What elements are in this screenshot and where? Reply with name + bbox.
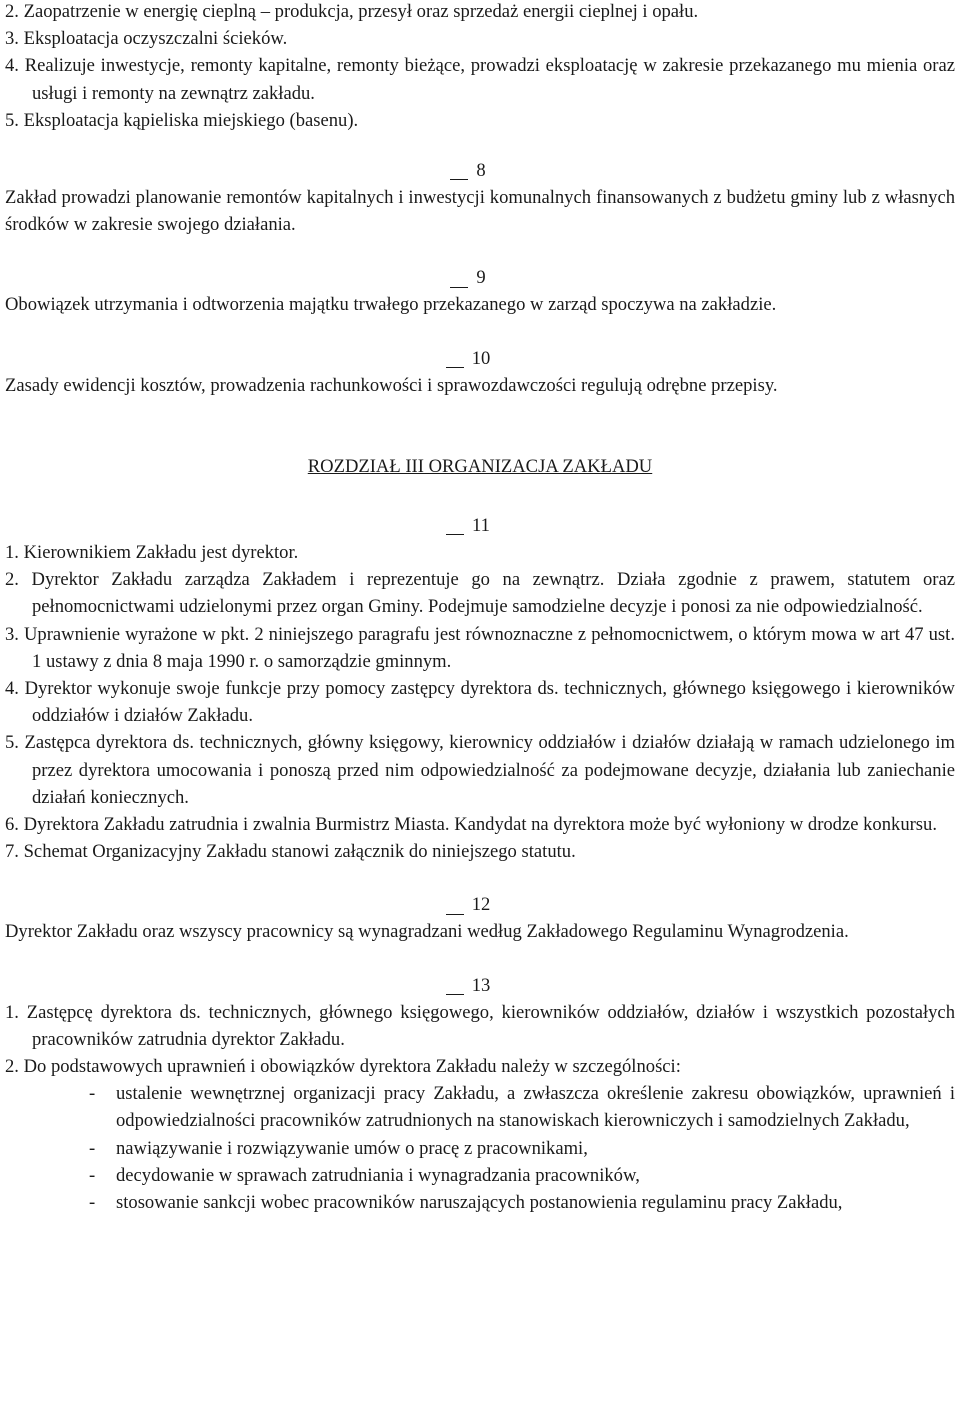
dash-list-item: - ustalenie wewnętrznej organizacji pracy Zakładu, a zwłaszcza określenie zakresu obowiązków, uprawnień i odpowiedzialności pracowników zatrudnionych na stanowiskach kierowniczych i samodzielnych Zakładu, xyxy=(5,1080,955,1134)
list-item: 6. Dyrektora Zakładu zatrudnia i zwalnia Burmistrz Miasta. Kandydat na dyrektora może być wyłoniony w drodze konkursu. xyxy=(5,814,937,836)
section-number xyxy=(5,512,955,539)
list-item: 2. Do podstawowych uprawnień i obowiązków dyrektora Zakładu należy w szczególności: xyxy=(5,1056,681,1078)
dash-bullet: - xyxy=(89,1083,96,1105)
section-number xyxy=(5,972,955,999)
section-number xyxy=(5,264,955,291)
list-item: 4. Realizuje inwestycje, remonty kapitalne, remonty bieżące, prowadzi eksploatację w zakresie przekazanego mu mienia oraz usługi i remonty na zewnątrz zakładu. xyxy=(5,55,955,104)
dash-bullet: - xyxy=(89,1137,96,1159)
dash-bullet: - xyxy=(89,1192,96,1214)
section-sign-icon: 9 xyxy=(474,264,485,291)
section-text: Zakład prowadzi planowanie remontów kapitalnych i inwestycji komunalnych finansowanych z budżetu gminy lub z własnych środków w zakresie swojego działania. xyxy=(5,187,955,236)
top-list xyxy=(5,0,955,134)
section-number xyxy=(5,891,955,918)
section-sign-icon: 10 xyxy=(470,345,491,372)
dash-list-item: - stosowanie sankcji wobec pracowników naruszających postanowienia regulaminu pracy Zakładu, xyxy=(5,1189,955,1216)
section-text: Zasady ewidencji kosztów, prowadzenia rachunkowości i sprawozdawczości regulują odrębne przepisy. xyxy=(5,374,778,396)
section-number xyxy=(5,157,955,184)
section-12 xyxy=(5,891,955,945)
chapter-heading: ROZDZIAŁ III ORGANIZACJA ZAKŁADU xyxy=(307,455,653,477)
list-item: 3. Eksploatacja oczyszczalni ścieków. xyxy=(5,28,288,50)
section-10 xyxy=(5,345,955,399)
section-13 xyxy=(5,972,955,1217)
section-sign-icon: 11 xyxy=(470,512,490,539)
list-item: 4. Dyrektor wykonuje swoje funkcje przy pomocy zastępcy dyrektora ds. technicznych, głównego księgowego i kierowników oddziałów i działów Zakładu. xyxy=(5,678,955,727)
dash-list-item: - nawiązywanie i rozwiązywanie umów o pracę z pracownikami, xyxy=(5,1135,955,1162)
section-text: Obowiązek utrzymania i odtworzenia majątku trwałego przekazanego w zarząd spoczywa na zakładzie. xyxy=(5,294,777,316)
section-8 xyxy=(5,157,955,238)
list-item: 5. Eksploatacja kąpieliska miejskiego (basenu). xyxy=(5,109,359,131)
section-9 xyxy=(5,264,955,318)
list-item: 1. Zastępcę dyrektora ds. technicznych, głównego księgowego, kierowników oddziałów, działów i wszystkich pozostałych pracowników zatrudnia dyrektor Zakładu. xyxy=(5,1001,955,1050)
list-item: 3. Uprawnienie wyrażone w pkt. 2 niniejszego paragrafu jest równoznaczne z pełnomocnictwem, o którym mowa w art 47 ust. 1 ustawy z dnia 8 maja 1990 r. o samorządzie gminnym. xyxy=(5,623,955,672)
list-item: 2. Zaopatrzenie w energię cieplną – produkcja, przesył oraz sprzedaż energii cieplnej i opału. xyxy=(5,1,699,22)
list-item: 5. Zastępca dyrektora ds. technicznych, główny księgowy, kierownicy oddziałów i działów działają w ramach udzielonego im przez dyrektora umocowania i ponoszą przed nim odpowiedzialność za podejmowane decyzje, działania lub zaniechanie działań koniecznych. xyxy=(5,732,955,808)
section-number xyxy=(5,345,955,372)
dash-list-item: - decydowanie w sprawach zatrudniania i wynagradzania pracowników, xyxy=(5,1162,955,1189)
list-item: 7. Schemat Organizacyjny Zakładu stanowi załącznik do niniejszego statutu. xyxy=(5,841,576,863)
section-text: Dyrektor Zakładu oraz wszyscy pracownicy są wynagradzani według Zakładowego Regulaminu Wynagrodzenia. xyxy=(5,921,849,943)
list-item: 2. Dyrektor Zakładu zarządza Zakładem i reprezentuje go na zewnątrz. Działa zgodnie z prawem, statutem oraz pełnomocnictwami udzielonymi przez organ Gminy. Podejmuje samodzielne decyzje i ponosi za nie odpowiedzialność. xyxy=(5,569,955,618)
list-item: 1. Kierownikiem Zakładu jest dyrektor. xyxy=(5,542,299,564)
dash-bullet: - xyxy=(89,1164,96,1186)
section-sign-icon: 13 xyxy=(470,972,491,999)
section-sign-icon: 12 xyxy=(470,891,491,918)
section-sign-icon: 8 xyxy=(474,157,485,184)
section-11 xyxy=(5,512,955,865)
document-page xyxy=(5,0,955,1216)
